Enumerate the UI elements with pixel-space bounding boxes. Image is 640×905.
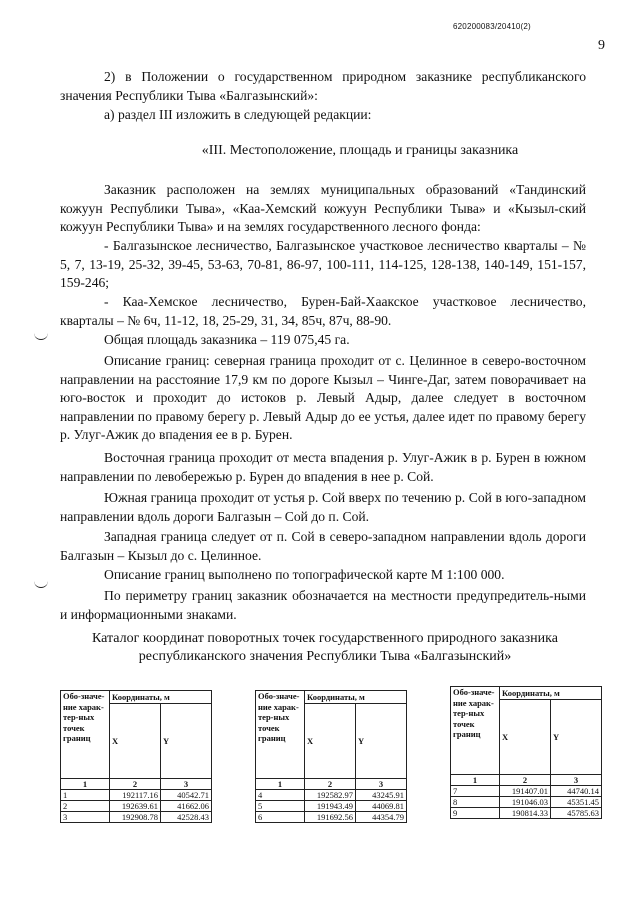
point-number: 8 xyxy=(451,797,500,808)
column-header-y: Y xyxy=(356,704,407,779)
column-header-y: Y xyxy=(551,700,602,775)
table-row xyxy=(256,812,407,823)
paragraph-west-border: Западная граница следует от п. Сой в северо-западном направлении вдоль дороги Балгазын – Кызыл до с. Целинное. xyxy=(60,529,586,563)
x-coordinate: 191943.49 xyxy=(305,801,356,812)
margin-mark xyxy=(34,580,48,588)
table-row xyxy=(61,812,212,823)
y-coordinate: 42528.43 xyxy=(161,812,212,823)
y-coordinate: 45785.63 xyxy=(551,808,602,819)
y-coordinate: 45351.45 xyxy=(551,797,602,808)
catalog-title: Каталог координат поворотных точек государственного природного заказника республиканского значения Республики Тыва «Балгазынский» xyxy=(92,631,558,664)
column-number: 3 xyxy=(551,775,602,786)
point-number: 9 xyxy=(451,808,500,819)
page-number: 9 xyxy=(598,38,605,53)
point-number: 2 xyxy=(61,801,110,812)
column-number: 1 xyxy=(451,775,500,786)
table-row xyxy=(61,801,212,812)
point-number: 6 xyxy=(256,812,305,823)
column-number: 2 xyxy=(110,779,161,790)
coordinates-table-1 xyxy=(60,690,212,823)
paragraph-total-area: Общая площадь заказника – 119 075,45 га. xyxy=(104,332,350,347)
table-row xyxy=(451,808,602,819)
column-number: 3 xyxy=(161,779,212,790)
x-coordinate: 192582.97 xyxy=(305,790,356,801)
coordinates-table-3 xyxy=(450,686,602,819)
column-number: 3 xyxy=(356,779,407,790)
point-number: 1 xyxy=(61,790,110,801)
y-coordinate: 44740.14 xyxy=(551,786,602,797)
y-coordinate: 44069.81 xyxy=(356,801,407,812)
x-coordinate: 192117.16 xyxy=(110,790,161,801)
column-header-x: X xyxy=(305,704,356,779)
y-coordinate: 43245.91 xyxy=(356,790,407,801)
column-number: 1 xyxy=(61,779,110,790)
paragraph-map-scale: Описание границ выполнено по топографической карте М 1:100 000. xyxy=(104,567,505,582)
column-header-coordinates: Координаты, м xyxy=(110,691,212,704)
column-header-coordinates: Координаты, м xyxy=(305,691,407,704)
x-coordinate: 192908.78 xyxy=(110,812,161,823)
column-header-point-label: Обо-значе-ние харак-тер-ных точек границ xyxy=(256,691,305,779)
x-coordinate: 191692.56 xyxy=(305,812,356,823)
table-row xyxy=(256,801,407,812)
table-row xyxy=(256,790,407,801)
column-number: 1 xyxy=(256,779,305,790)
paragraph-amendment-intro: 2) в Положении о государственном природном заказнике республиканского значения Республики Тыва «Балгазынский»: xyxy=(60,69,586,103)
column-header-coordinates: Координаты, м xyxy=(500,687,602,700)
paragraph-north-border: Описание границ: северная граница проходит от с. Целинное в северо-восточном направлении на расстояние 17,9 км по дороге Кызыл – Чинге-Даг, затем поворачивает на юго-восток и проходит до истоков р. Левый Адыр, далее следует в восточном направлении по правому берегу р. Левый Адыр до ее устья, далее идет по правому берегу р. Улуг-Ажик до впадения ее в р. Бурен. xyxy=(60,353,586,443)
x-coordinate: 190814.33 xyxy=(500,808,551,819)
column-number: 2 xyxy=(500,775,551,786)
column-number: 2 xyxy=(305,779,356,790)
paragraph-forestry-1: - Балгазынское лесничество, Балгазынское участковое лесничество кварталы – № 5, 7, 13-19, 25-32, 39-45, 53-63, 70-81, 86-97, 100-111, 114-125, 128-138, 140-149, 151-157, 159-246; xyxy=(60,238,586,291)
paragraph-section-instruction: а) раздел III изложить в следующей редакции: xyxy=(104,107,372,122)
document-id: 620200083/20410(2) xyxy=(453,22,531,31)
coordinates-table-2 xyxy=(255,690,407,823)
x-coordinate: 191407.01 xyxy=(500,786,551,797)
y-coordinate: 40542.71 xyxy=(161,790,212,801)
section-heading: «III. Местоположение, площадь и границы заказника xyxy=(201,143,519,158)
point-number: 5 xyxy=(256,801,305,812)
paragraph-location: Заказник расположен на землях муниципальных образований «Тандинский кожуун Республики Тыва», «Каа-Хемский кожуун Республики Тыва» и «Кызыл-ский кожуун Республики Тыва» и на землях государственного лесного фонда: xyxy=(60,182,586,235)
margin-mark xyxy=(34,332,48,340)
y-coordinate: 44354.79 xyxy=(356,812,407,823)
point-number: 7 xyxy=(451,786,500,797)
column-header-x: X xyxy=(110,704,161,779)
table-row xyxy=(451,797,602,808)
paragraph-east-border: Восточная граница проходит от места впадения р. Улуг-Ажик в р. Бурен в южном направлении по левобережью р. Бурен до впадения в нее р. Сой. xyxy=(60,450,586,484)
table-row xyxy=(451,786,602,797)
paragraph-forestry-2: - Каа-Хемское лесничество, Бурен-Бай-Хаакское участковое лесничество, кварталы – № 6ч, 11-12, 18, 25-29, 31, 34, 85ч, 87ч, 88-90. xyxy=(60,294,586,328)
paragraph-south-border: Южная граница проходит от устья р. Сой вверх по течению р. Сой в юго-западном направлении вдоль дороги Балгазын – Сой до п. Сой. xyxy=(60,490,586,524)
table-row xyxy=(61,790,212,801)
x-coordinate: 192639.61 xyxy=(110,801,161,812)
point-number: 3 xyxy=(61,812,110,823)
x-coordinate: 191046.03 xyxy=(500,797,551,808)
column-header-point-label: Обо-значе-ние харак-тер-ных точек границ xyxy=(61,691,110,779)
column-header-x: X xyxy=(500,700,551,775)
y-coordinate: 41662.06 xyxy=(161,801,212,812)
point-number: 4 xyxy=(256,790,305,801)
column-header-y: Y xyxy=(161,704,212,779)
paragraph-perimeter-signs: По периметру границ заказник обозначается на местности предупредитель-ными и информационными знаками. xyxy=(60,588,586,622)
column-header-point-label: Обо-значе-ние харак-тер-ных точек границ xyxy=(451,687,500,775)
